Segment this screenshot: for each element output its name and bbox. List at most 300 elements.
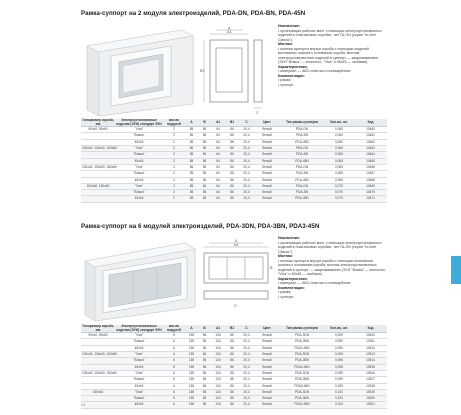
table-cell: 0,100 (324, 402, 354, 408)
table-cell: PDA-DN (280, 183, 324, 189)
table-cell: "Viva" (115, 127, 163, 133)
column-header: Электроустановочные изделия (ЭУИ) стандарт ЭУИ (116, 324, 162, 332)
table-cell: 155 (185, 389, 198, 395)
table-cell: 56 (198, 339, 211, 345)
table-cell: 86 (225, 370, 239, 376)
description-heading: Характеристики: (278, 64, 308, 69)
table-cell: 85 (185, 152, 198, 158)
table-cell: белый (254, 333, 280, 339)
table-cell: 10461 (354, 133, 387, 139)
table-cell: 45х45 (115, 383, 163, 389)
table-cell: 56 (198, 158, 211, 164)
table-cell: 86 (225, 146, 239, 152)
column-header: Цвет (254, 119, 280, 127)
table-cell: 56 (198, 345, 211, 351)
table-cell: белый (254, 377, 280, 383)
section2-title: Рамка-суппорт на 6 модулей электроизделий, PDA-3DN, PDA-3BN, PDA3-45N (81, 223, 320, 230)
description-text: • суппорт. (278, 82, 294, 87)
table-cell: 86 (225, 152, 239, 158)
table-cell: белый (254, 164, 280, 170)
table-cell: белый (254, 358, 280, 364)
table-cell: 20,4 (239, 196, 254, 202)
table-cell: PDA-DN (280, 164, 324, 170)
table-cell: 45х45 (115, 177, 163, 183)
table-cell: 2 (163, 164, 185, 170)
column-header: Тип рамки-суппорта (280, 325, 324, 333)
table-cell: 20,4 (239, 171, 254, 177)
table-cell: 56 (198, 171, 211, 177)
table-cell: 86 (225, 127, 239, 133)
table-cell: 130х40, 130х60, 160х60 (82, 164, 117, 169)
table-cell: 45х45 (115, 402, 163, 408)
table-cell: PDA-BN (280, 190, 324, 196)
table-cell: 6 (163, 333, 185, 339)
description-text: • организация рабочих мест с помощью электроустановочных изделий в пластиковых коробах, тип TA-GN (серия "In-liner Classic"). (278, 28, 382, 42)
table-cell: 6 (163, 339, 185, 345)
table-cell: 155 (185, 339, 198, 345)
table-cell: 56 (198, 152, 211, 158)
table-cell: 0,095 (324, 377, 354, 383)
table-cell: 20,4 (239, 333, 254, 339)
table-cell: 100х40, 130х40, 100х60 (82, 352, 117, 357)
table-cell: 64 (211, 196, 225, 202)
column-header: A (185, 119, 198, 127)
table-cell: 64 (211, 183, 225, 189)
table-cell: 6 (163, 402, 185, 408)
table-cell: 6 (163, 370, 185, 376)
table-cell: 20,4 (239, 370, 254, 376)
table-cell: "Влака" (115, 152, 163, 158)
table-cell: белый (254, 370, 280, 376)
table-cell: PDA-3DN (280, 333, 324, 339)
table-cell: 20,4 (239, 164, 254, 170)
table-cell: "Влака" (115, 190, 163, 196)
table-cell: 85 (185, 139, 198, 145)
table-cell: 20,4 (239, 127, 254, 133)
table-cell: 10510 (354, 333, 387, 339)
section1-spec-table (81, 119, 387, 203)
table-cell: 6 (163, 396, 185, 402)
table-cell: 86 (225, 402, 239, 408)
column-header: A1 (211, 119, 225, 127)
description-text: • организация рабочих мест с помощью электроустановочных изделий в пластиковых коробах, тип TA-GN (серия "In-liner Classic"). (278, 240, 382, 254)
dim-label-a: A (228, 26, 231, 31)
table-cell: 2 (163, 158, 185, 164)
table-cell: 56 (198, 183, 211, 189)
table-cell: 2 (163, 171, 185, 177)
description-text: • рамка; (278, 290, 292, 294)
table-cell: белый (254, 196, 280, 202)
table-cell: 10466 (354, 164, 387, 170)
column-header: C (239, 325, 254, 333)
section1-title: Рамка-суппорт на 2 модуля электроизделий, PDA-DN, PDA-BN, PDA-45N (81, 10, 306, 17)
table-cell: 86 (225, 190, 239, 196)
table-cell: 10514 (354, 358, 387, 364)
table-cell: "Viva" (115, 333, 163, 339)
table-cell: 10515 (354, 364, 387, 370)
table-cell: 0,090 (324, 345, 354, 351)
table-cell: 86 (225, 183, 239, 189)
table-cell: 86 (225, 196, 239, 202)
table-cell: 56 (198, 370, 211, 376)
table-cell: 56 (198, 358, 211, 364)
table-cell: белый (254, 158, 280, 164)
table-cell: 85 (185, 183, 198, 189)
table-cell: 20,4 (239, 133, 254, 139)
table-cell: 0,090 (324, 339, 354, 345)
table-cell: 0,070 (324, 183, 354, 189)
column-header: A1 (211, 325, 225, 333)
table-cell: 85 (185, 171, 198, 177)
column-header: Типоразмер короба, мм (82, 118, 114, 126)
table-cell: 86 (225, 139, 239, 145)
table-cell: 155 (185, 396, 198, 402)
table-cell: 10460 (354, 127, 387, 133)
table-cell: 134 (211, 377, 225, 383)
table-cell: "Viva" (115, 183, 163, 189)
table-cell: 20,4 (239, 158, 254, 164)
column-header: Код (354, 325, 387, 333)
description-heading: Монтаж: (278, 42, 293, 46)
description-text: • монтаж суппорта внутри короба с помощью моделей монтажных шпилек к основанию короба, монтаж электроустановочных изделий в суппорт — защелкиванием (ЭУИ "Влака" — кнопочно, "Viva" и 45х45 — скобами). (278, 46, 378, 64)
column-header: B (198, 325, 211, 333)
table-cell: 2 (163, 196, 185, 202)
column-header: B1 (225, 119, 239, 127)
table-cell: 86 (225, 158, 239, 164)
table-header-row (81, 119, 387, 127)
column-header: Код (354, 119, 387, 127)
table-cell: PDA-45N (280, 196, 324, 202)
table-cell: 6 (163, 352, 185, 358)
section2-product-photo (81, 237, 199, 323)
column-header: A (185, 325, 198, 333)
table-cell: "Влака" (115, 171, 163, 177)
table-cell: 20,4 (239, 139, 254, 145)
table-cell: 2 (163, 177, 185, 183)
table-cell: белый (254, 152, 280, 158)
table-cell: 155 (185, 352, 198, 358)
table-cell: PDA-3DN (280, 389, 324, 395)
table-cell: 10464 (354, 152, 387, 158)
table-cell: 134 (211, 402, 225, 408)
table-cell: 0,065 (324, 158, 354, 164)
table-cell: 155 (185, 358, 198, 364)
table-cell: 20,4 (239, 339, 254, 345)
table-cell: 10520 (354, 396, 387, 402)
table-cell: 64 (211, 127, 225, 133)
table-cell: 85 (185, 190, 198, 196)
table-cell: 134 (211, 358, 225, 364)
table-cell: 2 (163, 183, 185, 189)
table-row (81, 402, 387, 408)
table-cell: "Влака" (115, 358, 163, 364)
table-cell: 6 (163, 345, 185, 351)
table-cell: 45х45 (115, 345, 163, 351)
column-header: Цвет (254, 325, 280, 333)
table-cell: 0,095 (324, 358, 354, 364)
table-cell: 2 (163, 139, 185, 145)
table-cell: 10469 (354, 183, 387, 189)
table-cell: 155 (185, 333, 198, 339)
table-cell: 134 (211, 389, 225, 395)
table-cell: 0,090 (324, 333, 354, 339)
table-cell: 0,070 (324, 196, 354, 202)
section2-spec-table (81, 325, 387, 409)
dim-label-b1: B1 (200, 69, 205, 73)
dim-label-a1: A1 (227, 30, 232, 34)
table-cell: 85 (185, 146, 198, 152)
table-cell: 64 (211, 146, 225, 152)
table-cell: 155 (185, 364, 198, 370)
table-cell: 0,070 (324, 190, 354, 196)
table-cell: белый (254, 383, 280, 389)
table-cell: PDA-45N (280, 139, 324, 145)
table-cell: 134 (211, 339, 225, 345)
description-heading: Комплектация: (278, 285, 305, 290)
section1-description (278, 24, 386, 87)
table-cell: 45х45 (115, 139, 163, 145)
table-cell: 2 (163, 133, 185, 139)
table-cell: 150х60 (81, 389, 115, 395)
table-cell: белый (254, 345, 280, 351)
table-cell: 20,4 (239, 402, 254, 408)
table-cell: "Viva" (115, 352, 163, 358)
table-cell: 134 (211, 345, 225, 351)
table-cell: 155 (185, 377, 198, 383)
table-cell: белый (254, 171, 280, 177)
table-cell: 10470 (354, 190, 387, 196)
table-row (81, 196, 387, 202)
side-index-tab[interactable] (451, 256, 461, 284)
table-cell: PDA3-45N (280, 402, 324, 408)
table-cell: 0,095 (324, 370, 354, 376)
table-cell: 86 (225, 171, 239, 177)
table-cell: 56 (198, 383, 211, 389)
table-cell: 85 (185, 158, 198, 164)
table-cell: 85 (185, 164, 198, 170)
table-cell: 155 (185, 383, 198, 389)
column-header: Электроустановочные изделия (ЭУИ) стандарт ЭУИ (116, 118, 162, 126)
table-cell: белый (254, 339, 280, 345)
table-cell: PDA-BN (280, 152, 324, 158)
table-cell: 10462 (354, 139, 387, 145)
table-cell: 86 (225, 177, 239, 183)
table-cell: 20,4 (239, 396, 254, 402)
table-cell: 134 (211, 333, 225, 339)
table-cell: PDA-45N (280, 177, 324, 183)
description-text: • материал — АБС-пластик и поликарбонат. (278, 281, 352, 285)
table-cell: белый (254, 402, 280, 408)
page-number: 14 (81, 403, 85, 407)
table-cell: 64 (211, 164, 225, 170)
column-header: Кол-во, шт. (324, 325, 354, 333)
dim-label-a1: A1 (234, 243, 239, 247)
table-cell: PDA-3BN (280, 377, 324, 383)
table-cell: 64 (211, 177, 225, 183)
table-cell: 56 (198, 377, 211, 383)
table-cell: 56 (198, 352, 211, 358)
table-cell: 64 (211, 152, 225, 158)
table-cell (81, 402, 115, 408)
description-text: • рамка; (278, 78, 292, 82)
table-cell: PDA-BN (280, 133, 324, 139)
table-cell: белый (254, 177, 280, 183)
table-cell: 64 (211, 190, 225, 196)
table-cell: 0,065 (324, 152, 354, 158)
table-cell: 20,4 (239, 377, 254, 383)
table-cell: 56 (198, 133, 211, 139)
table-cell: белый (254, 396, 280, 402)
description-heading: Монтаж: (278, 254, 293, 258)
table-cell: 0,060 (324, 127, 354, 133)
table-cell: белый (254, 364, 280, 370)
table-cell: 6 (163, 383, 185, 389)
table-cell: 155 (185, 370, 198, 376)
table-cell: 0,100 (324, 396, 354, 402)
table-cell: "Влака" (115, 396, 163, 402)
table-cell: 56 (198, 139, 211, 145)
table-cell: 56 (198, 364, 211, 370)
table-cell: 10513 (354, 352, 387, 358)
table-cell: белый (254, 146, 280, 152)
table-cell: "Влака" (115, 339, 163, 345)
table-cell: 56 (198, 177, 211, 183)
table-cell: 56 (198, 196, 211, 202)
table-cell: 0,095 (324, 352, 354, 358)
table-cell: 86 (225, 396, 239, 402)
table-cell: 0,100 (324, 389, 354, 395)
table-cell: PDA-3BN (280, 358, 324, 364)
table-cell: 86 (225, 389, 239, 395)
table-cell: 10465 (354, 158, 387, 164)
table-cell: 2 (163, 127, 185, 133)
column-header: Тип рамки-суппорта (280, 119, 324, 127)
table-cell: 56 (198, 333, 211, 339)
table-cell: 56 (198, 146, 211, 152)
table-cell: 134 (211, 383, 225, 389)
table-cell: PDA-BN (280, 171, 324, 177)
table-cell: 85 (185, 196, 198, 202)
table-cell: 86 (225, 339, 239, 345)
dim-label-b: B (270, 266, 273, 270)
table-cell: 10517 (354, 377, 387, 383)
table-cell: 20,4 (239, 152, 254, 158)
table-cell: 0,065 (324, 146, 354, 152)
table-cell: PDA3-45N (280, 383, 324, 389)
table-cell: 20,4 (239, 345, 254, 351)
table-cell: 86 (225, 377, 239, 383)
table-cell: PDA-DN (280, 146, 324, 152)
dim-label-a: A (235, 239, 238, 243)
table-cell: 155 (185, 345, 198, 351)
table-cell: 90х40, 90х60 (81, 127, 115, 133)
section2-description (278, 236, 386, 299)
table-cell: "Viva" (115, 164, 163, 170)
column-header: C (239, 119, 254, 127)
table-cell: 6 (163, 364, 185, 370)
table-cell: 0,060 (324, 133, 354, 139)
table-cell: 130х40, 130х60, 160х60 (82, 370, 117, 375)
table-cell (81, 196, 115, 202)
column-header: B (198, 119, 211, 127)
table-cell: 56 (198, 164, 211, 170)
table-cell: 150х60, 150х80 (81, 183, 115, 189)
table-cell: 134 (211, 396, 225, 402)
table-cell: 0,095 (324, 383, 354, 389)
table-cell: белый (254, 183, 280, 189)
table-cell: 10468 (354, 177, 387, 183)
table-cell: 10518 (354, 383, 387, 389)
column-header: Кол-во, шт. (324, 119, 354, 127)
table-cell: 0,060 (324, 139, 354, 145)
table-cell: 85 (185, 133, 198, 139)
table-cell: 0,065 (324, 177, 354, 183)
table-cell: 0,065 (324, 164, 354, 170)
column-header: кол-во модулей (163, 119, 185, 127)
table-cell: 56 (198, 127, 211, 133)
table-cell: 20,4 (239, 177, 254, 183)
column-header: Типоразмер короба, мм (82, 324, 114, 332)
table-cell: белый (254, 190, 280, 196)
section2-dimension-drawing (200, 237, 272, 323)
table-cell: 6 (163, 358, 185, 364)
table-cell: 2 (163, 190, 185, 196)
table-cell: 86 (225, 383, 239, 389)
table-cell: 90х40, 90х60 (81, 333, 115, 339)
table-cell: 20,4 (239, 383, 254, 389)
table-cell: 64 (211, 133, 225, 139)
table-cell: 0,095 (324, 364, 354, 370)
table-cell: белый (254, 139, 280, 145)
table-cell: PDA-3DN (280, 370, 324, 376)
table-cell: белый (254, 352, 280, 358)
table-cell: PDA3-45N (280, 345, 324, 351)
table-cell: 10463 (354, 146, 387, 152)
table-cell: 45х45 (115, 364, 163, 370)
table-cell: "Влака" (115, 133, 163, 139)
table-cell: 6 (163, 389, 185, 395)
table-cell: 64 (211, 139, 225, 145)
table-cell: 6 (163, 377, 185, 383)
table-cell: 45х45 (115, 196, 163, 202)
table-cell: PDA-DN (280, 127, 324, 133)
table-cell: 85 (185, 177, 198, 183)
table-cell: 10521 (354, 402, 387, 408)
description-heading: Назначение: (278, 24, 301, 28)
table-cell: "Viva" (115, 389, 163, 395)
table-cell: "Viva" (115, 370, 163, 376)
table-cell: 100х40, 130х40, 100х60 (82, 146, 117, 151)
table-cell: 86 (225, 333, 239, 339)
table-cell: 10471 (354, 196, 387, 202)
table-cell: 56 (198, 396, 211, 402)
table-cell: 20,4 (239, 352, 254, 358)
table-cell: 2 (163, 146, 185, 152)
table-cell: 86 (225, 133, 239, 139)
section1-product-photo (81, 26, 199, 118)
description-heading: Характеристики: (278, 276, 308, 281)
table-cell: 20,4 (239, 190, 254, 196)
table-cell: 85 (185, 127, 198, 133)
table-cell: 155 (185, 402, 198, 408)
table-cell: 86 (225, 358, 239, 364)
table-cell: 56 (198, 389, 211, 395)
table-cell: 64 (211, 171, 225, 177)
table-cell: 10516 (354, 370, 387, 376)
table-cell: 20,4 (239, 183, 254, 189)
table-cell: белый (254, 133, 280, 139)
table-cell: PDA3-45N (280, 364, 324, 370)
